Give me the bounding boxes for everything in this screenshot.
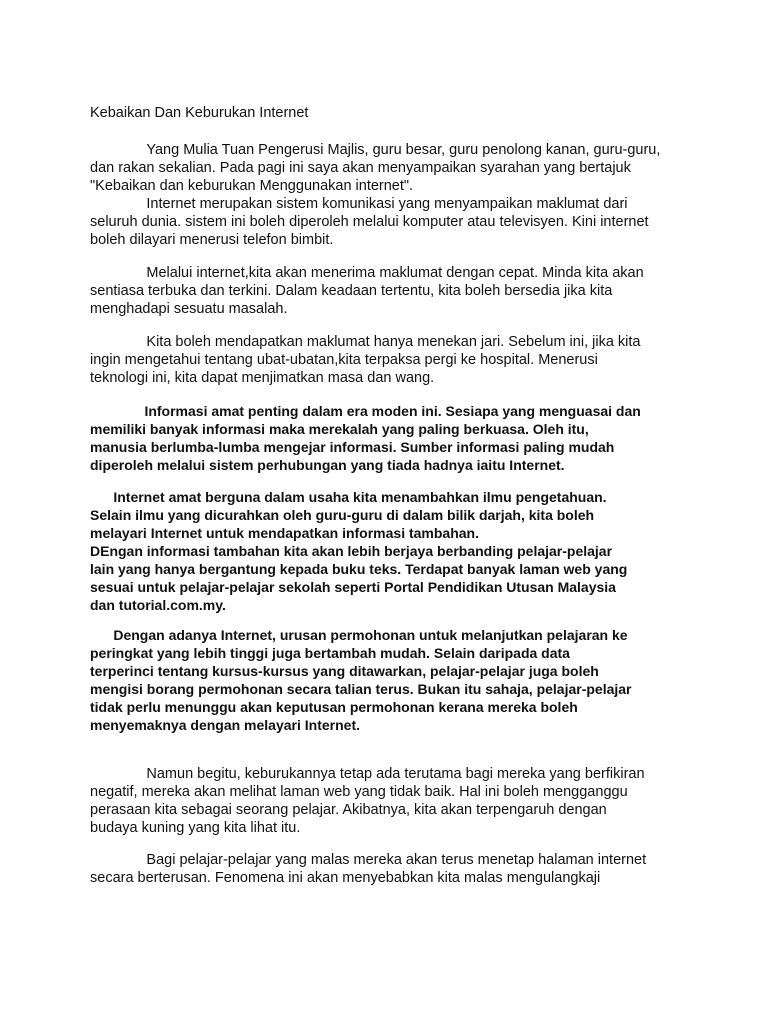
paragraph-line: DEngan informasi tambahan kita akan lebih berjaya berbanding pelajar-pelajar — [90, 543, 613, 559]
paragraph-line: mengisi borang permohonan secara talian terus. Bukan itu sahaja, pelajar-pelajar — [90, 681, 632, 697]
paragraph-line: terperinci tentang kursus-kursus yang ditawarkan, pelajar-pelajar juga boleh — [90, 663, 599, 679]
paragraph-line: menyemaknya dengan melayari Internet. — [90, 717, 360, 733]
paragraph — [90, 488, 690, 614]
paragraph-line: Internet amat berguna dalam usaha kita menambahkan ilmu pengetahuan. — [90, 489, 607, 505]
paragraph-line: secara berterusan. Fenomena ini akan menyebabkan kita malas mengulangkaji — [90, 870, 601, 886]
paragraph-line: dan rakan sekalian. Pada pagi ini saya akan menyampaikan syarahan yang bertajuk — [90, 160, 631, 176]
paragraph-line: Namun begitu, keburukannya tetap ada terutama bagi mereka yang berfikiran — [90, 766, 645, 782]
paragraph — [90, 333, 690, 387]
paragraph — [90, 141, 690, 249]
paragraph-line: diperoleh melalui sistem perhubungan yang tiada hadnya iaitu Internet. — [90, 457, 565, 473]
paragraph-line: memiliki banyak informasi maka merekalah yang paling berkuasa. Oleh itu, — [90, 421, 589, 437]
paragraph-line: peringkat yang lebih tinggi juga bertambah mudah. Selain daripada data — [90, 645, 570, 661]
paragraph-line: Selain ilmu yang dicurahkan oleh guru-guru di dalam bilik darjah, kita boleh — [90, 507, 595, 523]
paragraph-line: Yang Mulia Tuan Pengerusi Majlis, guru besar, guru penolong kanan, guru-guru, — [90, 142, 661, 158]
paragraph-line: Melalui internet,kita akan menerima maklumat dengan cepat. Minda kita akan — [90, 265, 644, 281]
paragraph-line: tidak perlu menunggu akan keputusan permohonan kerana mereka boleh — [90, 699, 578, 715]
document-title: Kebaikan Dan Keburukan Internet — [90, 105, 309, 121]
paragraph-line: dan tutorial.com.my. — [90, 597, 226, 613]
paragraph-line: melayari Internet untuk mendapatkan informasi tambahan. — [90, 525, 479, 541]
paragraph-line: lain yang hanya bergantung kepada buku teks. Terdapat banyak laman web yang — [90, 561, 628, 577]
paragraph-line: perasaan kita sebagai seorang pelajar. Akibatnya, kita akan terpengaruh dengan — [90, 802, 607, 818]
paragraph — [90, 402, 690, 474]
paragraph-line: "Kebaikan dan keburukan Menggunakan internet". — [90, 178, 414, 194]
paragraph — [90, 264, 690, 318]
paragraph-line: Internet merupakan sistem komunikasi yang menyampaikan maklumat dari — [90, 196, 628, 212]
paragraph-line: Kita boleh mendapatkan maklumat hanya menekan jari. Sebelum ini, jika kita — [90, 334, 641, 350]
paragraph-line: Informasi amat penting dalam era moden ini. Sesiapa yang menguasai dan — [90, 403, 641, 419]
paragraph-line: manusia berlumba-lumba mengejar informasi. Sumber informasi paling mudah — [90, 439, 615, 455]
paragraph-line: budaya kuning yang kita lihat itu. — [90, 820, 301, 836]
paragraph-line: Bagi pelajar-pelajar yang malas mereka akan terus menetap halaman internet — [90, 852, 647, 868]
paragraph-line: menghadapi sesuatu masalah. — [90, 301, 288, 317]
paragraph-line: boleh dilayari menerusi telefon bimbit. — [90, 232, 334, 248]
paragraph-line: seluruh dunia. sistem ini boleh diperoleh melalui komputer atau televisyen. Kini internet — [90, 214, 649, 230]
paragraph-line: sesuai untuk pelajar-pelajar sekolah seperti Portal Pendidikan Utusan Malaysia — [90, 579, 616, 595]
paragraph — [90, 626, 690, 734]
paragraph — [90, 851, 690, 887]
paragraph — [90, 765, 690, 837]
paragraph-line: sentiasa terbuka dan terkini. Dalam keadaan tertentu, kita boleh bersedia jika kita — [90, 283, 613, 299]
paragraph-line: ingin mengetahui tentang ubat-ubatan,kita terpaksa pergi ke hospital. Menerusi — [90, 352, 598, 368]
paragraph-line: Dengan adanya Internet, urusan permohonan untuk melanjutkan pelajaran ke — [90, 627, 628, 643]
paragraph-line: teknologi ini, kita dapat menjimatkan masa dan wang. — [90, 370, 435, 386]
paragraph-line: negatif, mereka akan melihat laman web yang tidak baik. Hal ini boleh mengganggu — [90, 784, 628, 800]
